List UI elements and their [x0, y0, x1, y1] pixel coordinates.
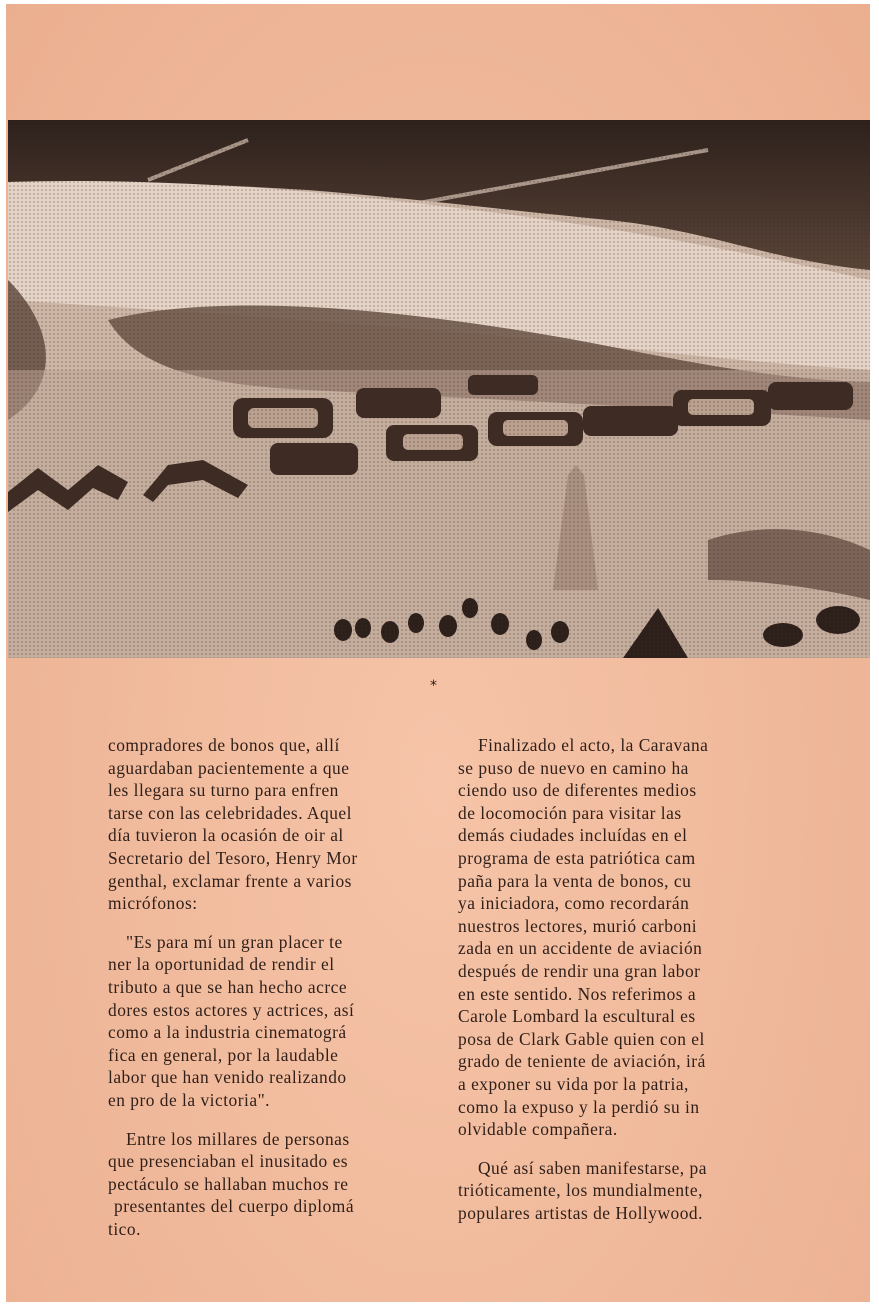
- text-line: como a la industria cinematográ: [108, 1022, 347, 1043]
- text-line: compradores de bonos que, allí: [108, 735, 340, 755]
- text-line: ner la oportunidad de rendir el: [108, 954, 335, 975]
- text-line: como la expuso y la perdió su in: [458, 1096, 700, 1117]
- left-paragraph-2: [108, 931, 440, 1112]
- text-line: Carole Lombard la escultural es: [458, 1006, 696, 1027]
- text-line: paña para la venta de bonos, cu: [458, 870, 692, 891]
- text-line: día tuvieron la ocasión de oir al: [108, 825, 344, 846]
- right-paragraph-2: [458, 1157, 788, 1225]
- text-line: trióticamente, los mundialmente,: [458, 1180, 703, 1201]
- text-line: demás ciudades incluídas en el: [458, 825, 688, 846]
- divider-star: *: [430, 678, 437, 694]
- text-line: olvidable compañera.: [458, 1119, 618, 1140]
- text-line: de locomoción para visitar las: [458, 802, 682, 823]
- text-line: Entre los millares de personas: [126, 1128, 350, 1149]
- text-line: fica en general, por la laudable: [108, 1044, 339, 1065]
- aerial-photo: [8, 120, 870, 658]
- text-line: tributo a que se han hecho acrce: [108, 976, 348, 997]
- text-line: labor que han venido realizando: [108, 1067, 347, 1088]
- text-line: Finalizado el acto, la Caravana: [478, 735, 709, 755]
- text-line: ciendo uso de diferentes medios: [458, 780, 697, 801]
- text-line: en pro de la victoria".: [108, 1089, 271, 1110]
- text-line: que presenciaban el inusitado es: [108, 1151, 349, 1172]
- text-line: zada en un accidente de aviación: [458, 938, 703, 959]
- text-line: les llegara su turno para enfren: [108, 780, 339, 801]
- text-line: micrófonos:: [108, 893, 198, 914]
- text-line: grado de teniente de aviación, irá: [458, 1051, 706, 1072]
- text-line: populares artistas de Hollywood.: [458, 1202, 703, 1223]
- text-line: "Es para mí un gran placer te: [126, 931, 343, 952]
- right-column: [458, 734, 788, 1224]
- text-line: tico.: [108, 1218, 141, 1239]
- left-paragraph-3: [108, 1128, 440, 1241]
- left-paragraph-1: [108, 734, 440, 915]
- text-line: programa de esta patriótica cam: [458, 847, 696, 868]
- text-line: a exponer su vida por la patria,: [458, 1073, 689, 1094]
- text-line: nuestros lectores, murió carboni: [458, 915, 698, 936]
- text-line: en este sentido. Nos referimos a: [458, 983, 697, 1004]
- text-line: Qué así saben manifestarse, pa: [478, 1157, 707, 1178]
- right-paragraph-1: [458, 734, 788, 1141]
- text-line: tarse con las celebridades. Aquel: [108, 802, 352, 823]
- text-line: Secretario del Tesoro, Henry Mor: [108, 847, 358, 868]
- text-line: ya iniciadora, como recordarán: [458, 893, 690, 914]
- text-line: se puso de nuevo en camino ha: [458, 757, 689, 778]
- text-line: posa de Clark Gable quien con el: [458, 1028, 705, 1049]
- text-line: dores estos actores y actrices, así: [108, 999, 355, 1020]
- text-line: después de rendir una gran labor: [458, 960, 701, 981]
- left-column: [108, 734, 440, 1240]
- text-line: pectáculo se hallaban muchos re: [108, 1173, 349, 1194]
- text-line: genthal, exclamar frente a varios: [108, 870, 352, 891]
- text-line: presentantes del cuerpo diplomá: [114, 1196, 355, 1217]
- text-line: aguardaban pacientemente a que: [108, 757, 350, 778]
